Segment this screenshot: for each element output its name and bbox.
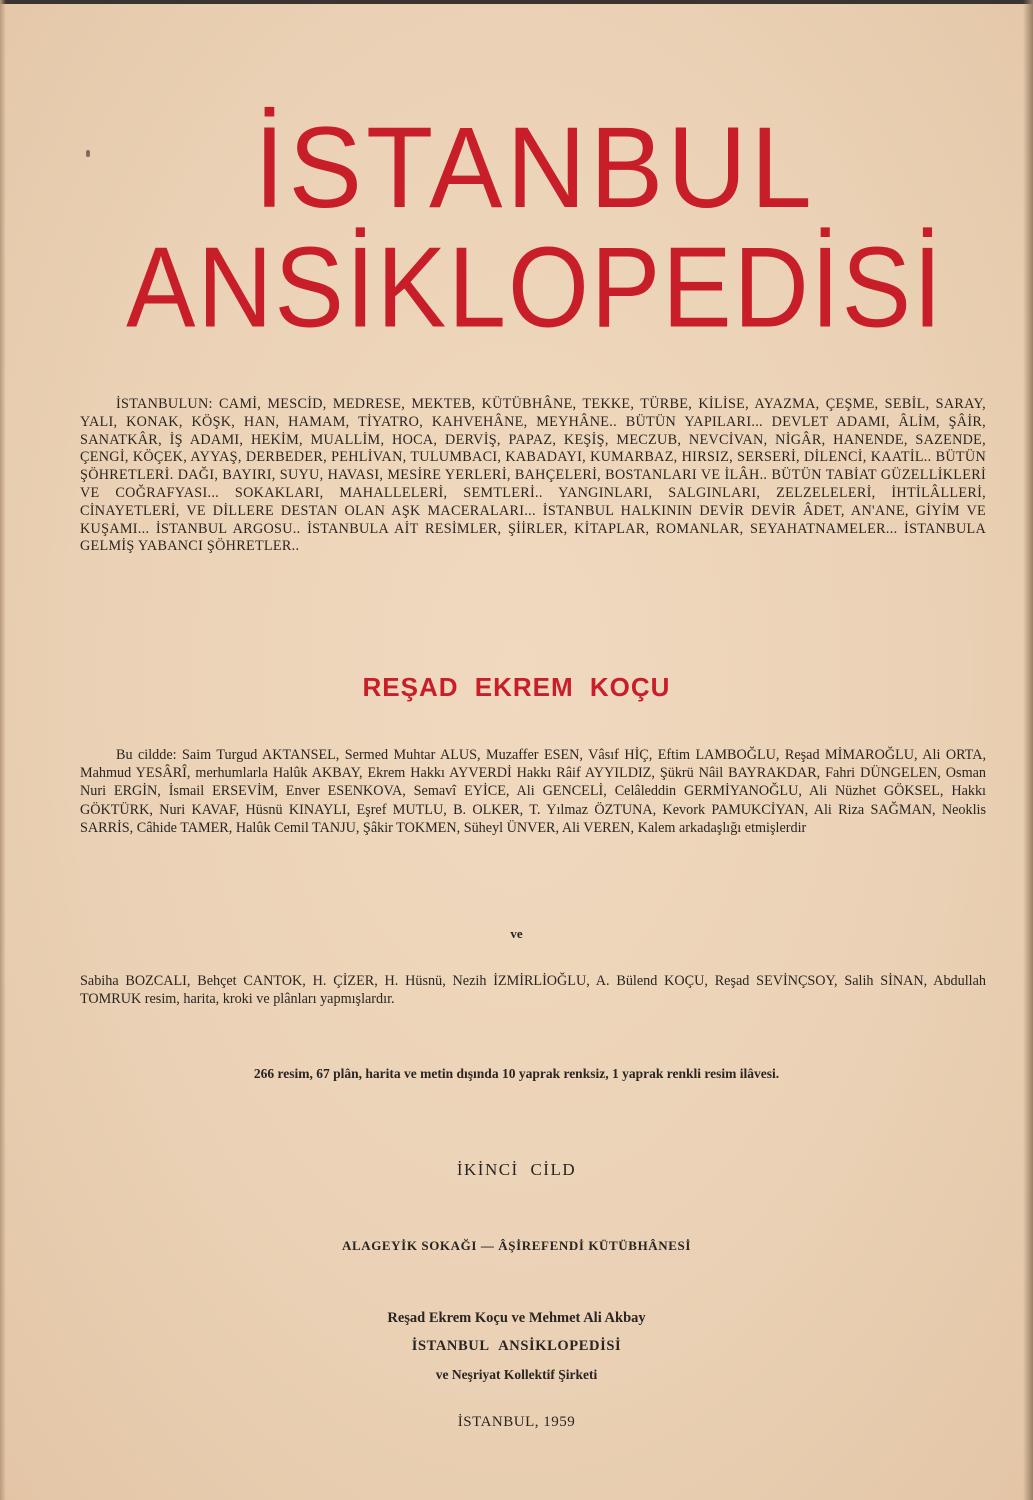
- page-top-edge: [0, 0, 1033, 4]
- publisher-line-1: Reşad Ekrem Koçu ve Mehmet Ali Akbay: [387, 1310, 646, 1326]
- publisher-line-2: İSTANBUL ANSİKLOPEDİSİ: [411, 1338, 622, 1354]
- conjunction: ve: [510, 926, 523, 941]
- place-and-date: İSTANBUL, 1959: [457, 1414, 576, 1430]
- title-line-1: İSTANBUL: [254, 102, 816, 233]
- volume-label: İKİNCİ CİLD: [456, 1160, 577, 1179]
- title-line-2: ANSİKLOPEDİSİ: [126, 224, 944, 352]
- author-name: REŞAD EKREM KOÇU: [362, 672, 671, 702]
- illustrators-paragraph: Sabiha BOZCALI, Behçet CANTOK, H. ÇİZER, H. Hüsnü, Nezih İZMİRLİOĞLU, A. Bülend KOÇU, Reşad SEVİNÇSOY, Salih SİNAN, Abdullah TOMRUK resim, harita, kroki ve plânları yapmışlardır.: [80, 973, 986, 1008]
- publisher-address: ALAGEYİK SOKAĞI — ÂŞİREFENDİ KÜTÜBHÂNESİ: [341, 1238, 692, 1253]
- illustration-counts: 266 resim, 67 plân, harita ve metin dışında 10 yaprak renksiz, 1 yaprak renkli resim ilâvesi.: [253, 1066, 780, 1081]
- contributors-paragraph: Bu cildde: Saim Turgud AKTANSEL, Sermed Muhtar ALUS, Muzaffer ESEN, Vâsıf HİÇ, Eftim LAMBOĞLU, Reşad MİMAROĞLU, Ali ORTA, Mahmud YESÂRÎ, merhumlarla Halûk AKBAY, Ekrem Hakkı AYVERDİ Hakkı Râif AYYILDIZ, Şükrü Nâil BAYRAKDAR, Fahri DÜNGELEN, Osman Nuri ERGİN, İsmail ERSEVİM, Enver ESENKOVA, Semavî EYİCE, Ali GENCELİ, Celâleddin GERMİYANOĞLU, Ali Nüzhet GÖKSEL, Hakkı GÖKTÜRK, Nuri KAVAF, Hüsnü KINAYLI, Eşref MUTLU, B. OLKER, T. Yılmaz ÖZTUNA, Kevork PAMUKCİYAN, Ali Riza SAĞMAN, Neoklis SARRİS, Câhide TAMER, Halûk Cemil TANJU, Şâkir TOKMEN, Süheyl ÜNVER, Ali VEREN, Kalem arkadaşlığı etmişlerdir: [80, 747, 986, 836]
- publisher-line-3: ve Neşriyat Kollektif Şirketi: [435, 1367, 598, 1382]
- page-left-edge: [0, 0, 6, 1500]
- subject-description: İSTANBULUN: CAMİ, MESCİD, MEDRESE, MEKTEB, KÜTÜBHÂNE, TEKKE, TÜRBE, KİLİSE, AYAZMA, ÇEŞME, SEBİL, SARAY, YALI, KONAK, KÖŞK, HAN, HAMAM, TİYATRO, KAHVEHÂNE, MEYHÂNE.. BÜTÜN YAPILARI... DEVLET ADAMI, ÂLİM, ŞÂİR, SANATKÂR, İŞ ADAMI, HEKİM, MUALLİM, HOCA, DERVİŞ, PAPAZ, KEŞİŞ, MECZUB, NEVCİVAN, NİGÂR, HANENDE, SAZENDE, ÇENGİ, KÖÇEK, AYYAŞ, DERBEDER, PEHLİVAN, TULUMBACI, KABADAYI, KUMARBAZ, HIRSIZ, SERSERİ, DİLENCİ, KAATİL.. BÜTÜN ŞÖHRETLERİ. DAĞI, BAYIRI, SUYU, HAVASI, MESİRE YERLERİ, BAHÇELERİ, BOSTANLARI VE İLÂH.. BÜTÜN TABİAT GÜZELLİKLERİ VE COĞRAFYASI... SOKAKLARI, MAHALLELERİ, SEMTLERİ.. YANGINLARI, SALGINLARI, ZELZELELERİ, İHTİLÂLLERİ, CİNAYETLERİ, VE DİLLERE DESTAN OLAN AŞK MACERALARI... İSTANBUL HALKININ DEVİR DEVİR ÂDET, AN'ANE, GİYİM VE KUŞAMI... İSTANBUL ARGOSU.. İSTANBULA AİT RESİMLER, ŞİİRLER, KİTAPLAR, ROMANLAR, SEYAHATNAMELER... İSTANBULA GELMİŞ YABANCI ŞÖHRETLER..: [80, 396, 986, 555]
